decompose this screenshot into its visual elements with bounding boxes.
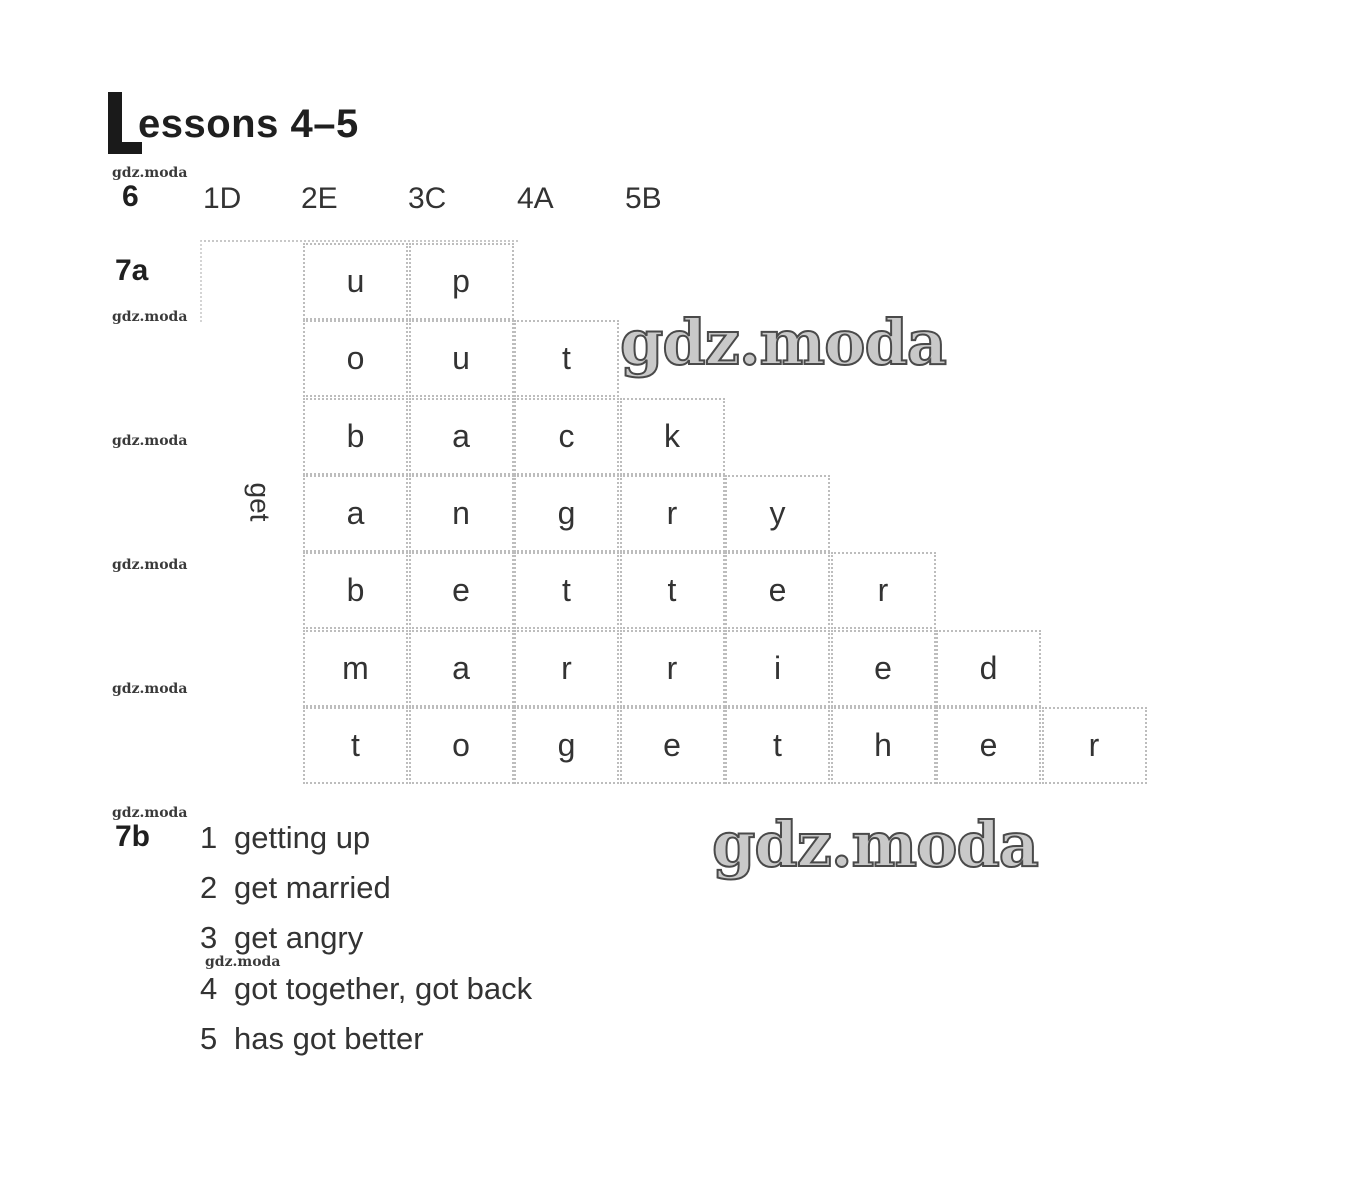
exercise-6-answer: 3C xyxy=(408,182,447,215)
puzzle-cell: m xyxy=(303,630,408,707)
puzzle-cell: g xyxy=(514,707,619,784)
puzzle-cell: b xyxy=(303,398,408,475)
watermark-small: gdz.moda xyxy=(112,557,188,573)
puzzle-cell: r xyxy=(620,475,725,552)
puzzle-cell: y xyxy=(725,475,830,552)
puzzle-cell: c xyxy=(514,398,619,475)
watermark-small: gdz.moda xyxy=(112,165,188,181)
exercise-7b-item: 2 get married xyxy=(200,870,391,905)
exercise-6-answer: 4A xyxy=(517,182,554,215)
watermark-large: gdz.moda xyxy=(712,808,1038,881)
exercise-6-answer: 2E xyxy=(301,182,338,215)
puzzle-cell: k xyxy=(620,398,725,475)
puzzle-cell: n xyxy=(409,475,514,552)
puzzle-cell: g xyxy=(514,475,619,552)
puzzle-cell: e xyxy=(831,630,936,707)
puzzle-cell: r xyxy=(831,552,936,629)
exercise-6-answer: 5B xyxy=(625,182,662,215)
exercise-7b-item: 4 got together, got back xyxy=(200,971,533,1006)
watermark-large: gdz.moda xyxy=(620,306,946,379)
puzzle-cell: u xyxy=(303,243,408,320)
puzzle-cell: t xyxy=(303,707,408,784)
puzzle-cell: t xyxy=(620,552,725,629)
puzzle-cell: b xyxy=(303,552,408,629)
watermark-small: gdz.moda xyxy=(112,681,188,697)
vertical-word-get: get xyxy=(244,482,276,522)
watermark-small: gdz.moda xyxy=(112,433,188,449)
title-text: essons 4–5 xyxy=(138,102,359,146)
puzzle-cell: t xyxy=(514,320,619,397)
puzzle-cell: r xyxy=(620,630,725,707)
watermark-small: gdz.moda xyxy=(112,309,188,325)
exercise-7b-label: 7b xyxy=(115,820,151,853)
puzzle-cell: o xyxy=(303,320,408,397)
watermark-small: gdz.moda xyxy=(205,954,281,970)
puzzle-cell: a xyxy=(409,398,514,475)
puzzle-cell: r xyxy=(1042,707,1147,784)
puzzle-cell: i xyxy=(725,630,830,707)
exercise-7a-label: 7a xyxy=(115,254,149,287)
exercise-7b-item: 1 getting up xyxy=(200,820,371,855)
puzzle-cell: a xyxy=(409,630,514,707)
puzzle-cell: u xyxy=(409,320,514,397)
puzzle-cell: a xyxy=(303,475,408,552)
exercise-7b-item: 5 has got better xyxy=(200,1021,424,1056)
puzzle-cell: d xyxy=(936,630,1041,707)
puzzle-cell: p xyxy=(409,243,514,320)
puzzle-cell: e xyxy=(620,707,725,784)
exercise-7b-item: 3 get angry xyxy=(200,920,364,955)
puzzle-cell: e xyxy=(936,707,1041,784)
watermark-small: gdz.moda xyxy=(112,805,188,821)
puzzle-cell: h xyxy=(831,707,936,784)
puzzle-cell: e xyxy=(409,552,514,629)
puzzle-cell: t xyxy=(514,552,619,629)
puzzle-cell: t xyxy=(725,707,830,784)
title-initial-letter xyxy=(108,92,142,154)
puzzle-cell: o xyxy=(409,707,514,784)
exercise-6-label: 6 xyxy=(122,180,139,213)
puzzle-cell: r xyxy=(514,630,619,707)
puzzle-cell: e xyxy=(725,552,830,629)
exercise-6-answer: 1D xyxy=(203,182,242,215)
